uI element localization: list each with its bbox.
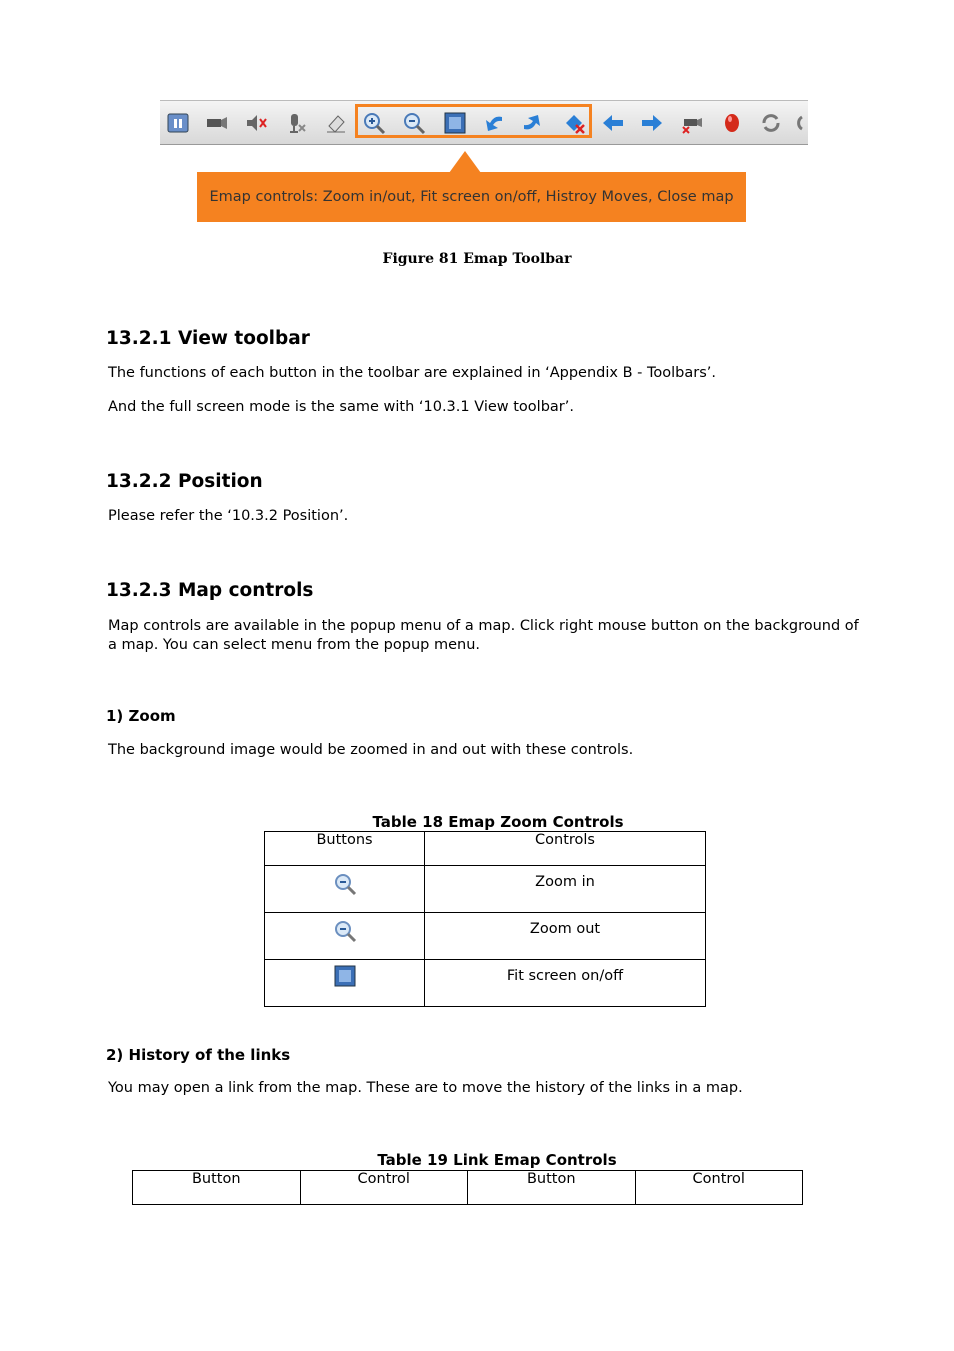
table18-button-cell <box>265 960 425 1007</box>
pause-icon[interactable] <box>166 111 190 135</box>
zoom-text: The background image would be zoomed in and out with these controls. <box>108 742 634 758</box>
emap-controls-highlight <box>355 104 592 138</box>
arrow-left-icon[interactable] <box>601 111 625 135</box>
table19-header-control: Control <box>635 1171 803 1205</box>
table18-button-cell <box>265 866 425 913</box>
history-text: You may open a link from the map. These are to move the history of the links in a map. <box>108 1080 743 1096</box>
subsection-title-history: 2) History of the links <box>106 1046 291 1064</box>
view-toolbar-text-2: And the full screen mode is the same with ‘10.3.1 View toolbar’. <box>108 399 574 415</box>
map-controls-text: Map controls are available in the popup menu of a map. Click right mouse button on the background of a map. You can select menu from the popup menu. <box>108 618 859 653</box>
figure-caption: Figure 81 Emap Toolbar <box>382 251 572 267</box>
refresh-icon[interactable] <box>759 111 783 135</box>
link-controls-table <box>132 1170 803 1205</box>
table19-header-button: Button <box>468 1171 636 1205</box>
camera-disconnect-icon[interactable] <box>680 111 704 135</box>
table18-control-cell: Zoom in <box>425 866 706 913</box>
table19-header-control: Control <box>300 1171 468 1205</box>
zoom-out-icon <box>333 931 357 947</box>
table-row <box>265 960 706 1007</box>
table19-header-button: Button <box>133 1171 301 1205</box>
position-text: Please refer the ‘10.3.2 Position’. <box>108 508 349 524</box>
table18-header-buttons: Buttons <box>265 832 425 866</box>
arrow-right-icon[interactable] <box>640 111 664 135</box>
emap-callout: Emap controls: Zoom in/out, Fit screen on/off, Histroy Moves, Close map <box>197 172 746 222</box>
mute-icon[interactable] <box>244 111 268 135</box>
mic-mute-icon[interactable] <box>284 111 308 135</box>
record-icon[interactable] <box>720 111 744 135</box>
table18-caption: Table 18 Emap Zoom Controls <box>372 813 624 831</box>
section-title-view-toolbar: 13.2.1 View toolbar <box>106 328 310 349</box>
section-title-position: 13.2.2 Position <box>106 471 263 492</box>
table18-button-cell <box>265 913 425 960</box>
zoom-in-icon <box>333 884 357 900</box>
eraser-icon[interactable] <box>324 111 348 135</box>
table-row <box>265 866 706 913</box>
callout-arrow <box>449 151 481 173</box>
section-title-map-controls: 13.2.3 Map controls <box>106 580 314 601</box>
rotate-icon[interactable] <box>794 111 808 135</box>
fit-screen-icon <box>334 975 356 991</box>
table-row <box>265 913 706 960</box>
table19-caption: Table 19 Link Emap Controls <box>377 1151 617 1169</box>
table18-control-cell: Fit screen on/off <box>425 960 706 1007</box>
table18-header-controls: Controls <box>425 832 706 866</box>
zoom-controls-table <box>264 831 706 1007</box>
camera-icon[interactable] <box>204 111 228 135</box>
view-toolbar-text-1: The functions of each button in the toolbar are explained in ‘Appendix B - Toolbars’. <box>108 365 716 381</box>
table18-control-cell: Zoom out <box>425 913 706 960</box>
subsection-title-zoom: 1) Zoom <box>106 707 176 725</box>
